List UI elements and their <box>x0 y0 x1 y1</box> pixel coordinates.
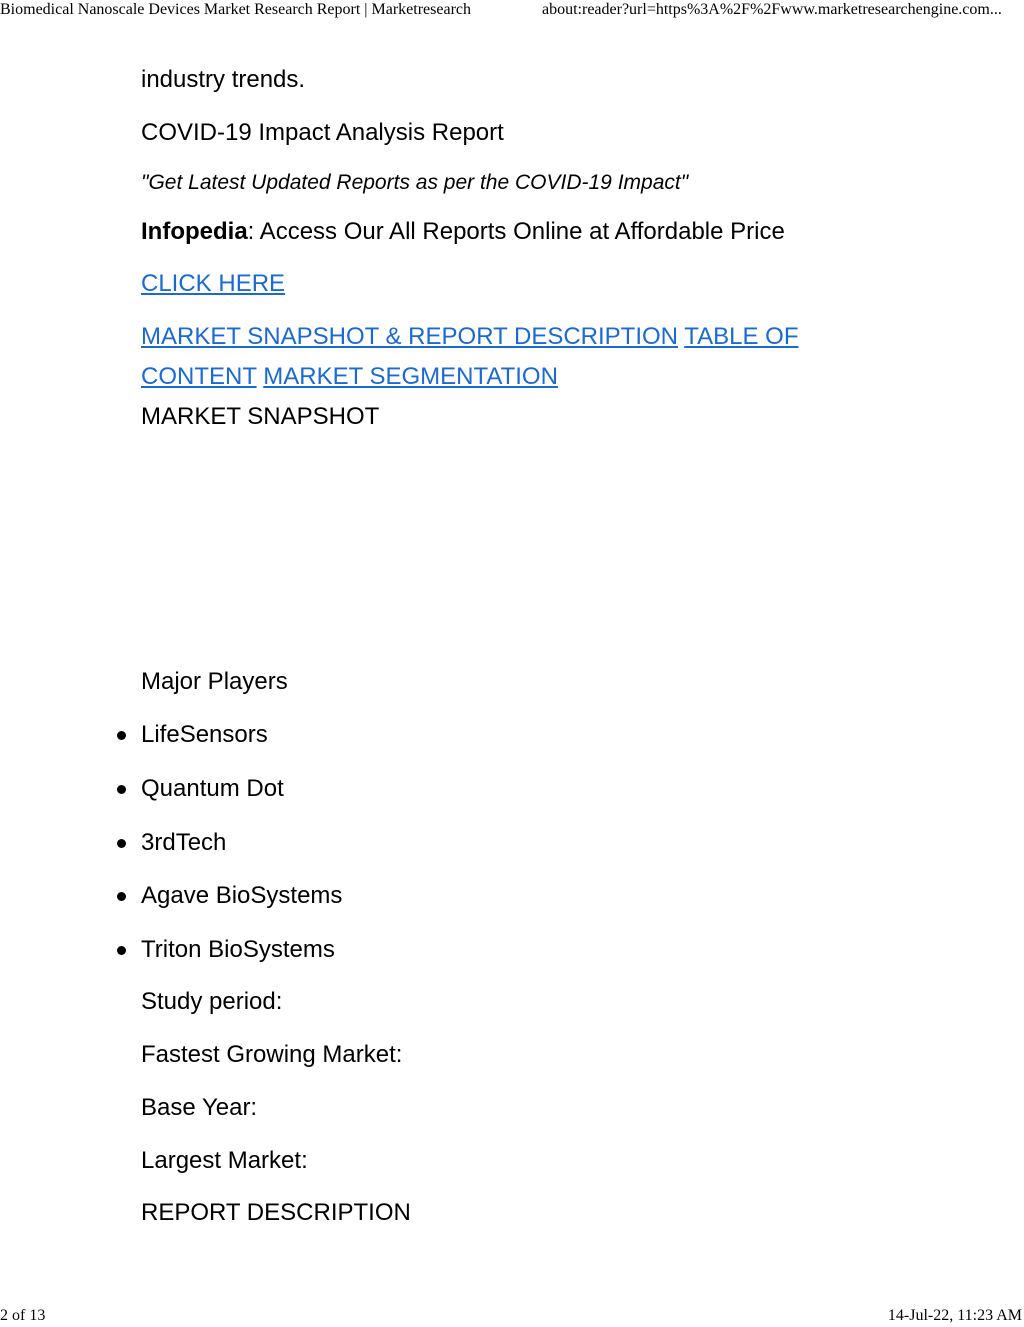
page-url: about:reader?url=https%3A%2F%2Fwww.marketresearchengine.com... <box>542 1 1002 18</box>
base-year-label: Base Year: <box>141 1094 258 1121</box>
infopedia-text: : Access Our All Reports Online at Affordable Price <box>247 218 785 245</box>
click-here-link[interactable]: CLICK HERE <box>141 270 286 297</box>
list-item <box>141 720 268 750</box>
covid-tagline: "Get Latest Updated Reports as per the COVID-19 Impact" <box>141 171 689 194</box>
player-name: Agave BioSystems <box>141 882 343 909</box>
infopedia-label: Infopedia <box>141 218 248 245</box>
nav-links-line-2 <box>141 362 558 392</box>
infopedia-line <box>141 217 785 247</box>
snapshot-description-link[interactable]: MARKET SNAPSHOT & REPORT DESCRIPTION <box>141 323 678 350</box>
bullet-icon <box>117 946 126 955</box>
nav-links-line-1 <box>141 322 798 352</box>
player-name: 3rdTech <box>141 829 227 856</box>
print-footer <box>0 1307 1024 1327</box>
bullet-icon <box>117 839 126 848</box>
page-title: Biomedical Nanoscale Devices Market Research Report | Marketresearch <box>0 1 471 18</box>
covid-heading: COVID-19 Impact Analysis Report <box>141 119 504 146</box>
player-name: Triton BioSystems <box>141 936 335 963</box>
bullet-icon <box>117 892 126 901</box>
bullet-icon <box>117 731 126 740</box>
page-number: 2 of 13 <box>0 1307 46 1324</box>
print-datetime: 14-Jul-22, 11:23 AM <box>887 1307 1022 1324</box>
largest-market-label: Largest Market: <box>141 1147 308 1174</box>
report-description-heading: REPORT DESCRIPTION <box>141 1199 411 1226</box>
market-segmentation-link[interactable]: MARKET SEGMENTATION <box>263 363 558 390</box>
major-players-heading: Major Players <box>141 668 288 695</box>
table-of-content-link[interactable]: TABLE OF <box>684 323 799 350</box>
study-period-label: Study period: <box>141 988 283 1015</box>
list-item <box>141 774 284 804</box>
fastest-growing-label: Fastest Growing Market: <box>141 1041 403 1068</box>
bullet-icon <box>117 785 126 794</box>
list-item <box>141 828 226 858</box>
click-here-line <box>141 269 285 299</box>
list-item <box>141 935 335 965</box>
list-item <box>141 881 342 911</box>
intro-tail-text: industry trends. <box>141 66 306 93</box>
snapshot-blank-area <box>141 445 841 660</box>
print-header <box>0 1 1024 21</box>
table-of-content-link-cont[interactable]: CONTENT <box>141 363 257 390</box>
player-name: Quantum Dot <box>141 775 284 802</box>
market-snapshot-heading: MARKET SNAPSHOT <box>141 403 380 430</box>
player-name: LifeSensors <box>141 721 268 748</box>
